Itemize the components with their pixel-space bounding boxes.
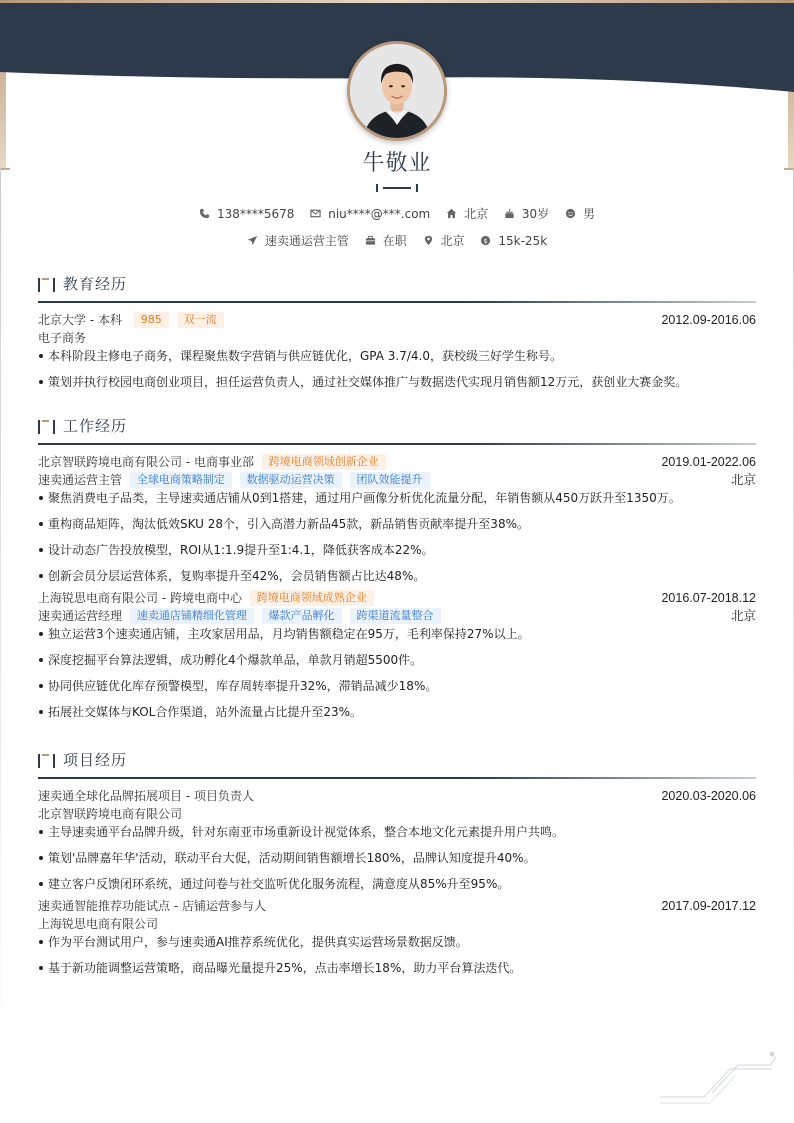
phone-icon <box>199 208 210 219</box>
education-entry <box>38 311 756 399</box>
major: 电子商务 <box>38 331 87 345</box>
job-company: 北京智联跨境电商有限公司 - 电商事业部 <box>38 455 254 469</box>
avatar <box>347 41 447 141</box>
job-entry <box>38 589 756 729</box>
home-icon <box>446 208 457 219</box>
role-tag: 数据驱动运营决策 <box>240 472 342 488</box>
project-entry <box>38 787 756 893</box>
project-entry <box>38 897 756 985</box>
contact-info-row <box>0 205 794 222</box>
job-bullet: 独立运营3个速卖通店铺，主攻家居用品，月均销售额稳定在95万，毛利率保持27%以上。 <box>38 625 756 651</box>
project-bullet: 基于新功能调整运营策略，商品曝光量提升25%，点击率增长18%，助力平台算法迭代。 <box>38 959 756 985</box>
school-degree: 北京大学 - 本科 <box>38 313 122 327</box>
role-tag: 团队效能提升 <box>350 472 430 488</box>
city-text: 北京 <box>464 207 489 221</box>
education-bullet: 本科阶段主修电子商务，课程聚焦数字营销与供应链优化，GPA 3.7/4.0，获校级三好学生称号。 <box>38 347 756 373</box>
section-divider <box>38 301 756 303</box>
work-section <box>38 414 756 729</box>
company-tag: 跨境电商领域创新企业 <box>262 454 386 470</box>
school-tag: 双一流 <box>177 312 224 328</box>
role-tag: 速卖通店铺精细化管理 <box>130 608 254 624</box>
job-location: 北京 <box>730 473 756 487</box>
job-bullet: 重构商品矩阵，淘汰低效SKU 28个，引入高潜力新品45款，新品销售贡献率提升至38%。 <box>38 515 756 541</box>
role-tag: 全球电商策略制定 <box>130 472 232 488</box>
portrait-image <box>350 44 444 138</box>
job-date: 2016.07-2018.12 <box>661 591 756 605</box>
target-position-text: 速卖通运营主管 <box>264 234 349 248</box>
projects-header <box>38 748 756 772</box>
email-text: niu****@***.com <box>328 206 431 221</box>
project-name-role: 速卖通智能推荐功能试点 - 店铺运营参与人 <box>38 899 266 913</box>
smile-icon <box>565 208 576 219</box>
projects-title: 项目经历 <box>63 751 128 769</box>
candidate-name: 牛敬业 <box>362 151 432 176</box>
cake-icon <box>504 208 515 219</box>
corner-decoration <box>656 1049 776 1105</box>
job-location: 北京 <box>730 609 756 623</box>
job-bullet: 聚焦消费电子品类，主导速卖通店铺从0到1搭建，通过用户画像分析优化流量分配，年销售额从450万跃升至1350万。 <box>38 489 756 515</box>
project-bullet: 主导速卖通平台品牌升级，针对东南亚市场重新设计视觉体系，整合本地文化元素提升用户共鸣。 <box>38 823 756 849</box>
target-city-item <box>423 232 465 249</box>
project-company: 上海锐思电商有限公司 <box>38 917 159 931</box>
work-header <box>38 414 756 438</box>
projects-section <box>38 748 756 985</box>
age-text: 30岁 <box>521 207 550 221</box>
status-text: 在职 <box>382 234 407 248</box>
section-divider <box>38 443 756 445</box>
project-bullet: 作为平台测试用户，参与速卖通AI推荐系统优化，提供真实运营场景数据反馈。 <box>38 933 756 959</box>
education-header <box>38 272 756 296</box>
project-bullet: 建立客户反馈闭环系统，通过问卷与社交监听优化服务流程，满意度从85%升至95%。 <box>38 875 756 893</box>
job-entry <box>38 453 756 585</box>
job-bullet: 设计动态广告投放模型，ROI从1:1.9提升至1:4.1，降低获客成本22%。 <box>38 541 756 567</box>
company-tag: 跨境电商领域成熟企业 <box>250 590 374 606</box>
project-date: 2020.03-2020.06 <box>661 789 756 803</box>
job-bullet: 深度挖掘平台算法逻辑，成功孵化4个爆款单品，单款月销超5500件。 <box>38 651 756 677</box>
project-bullet: 策划'品牌嘉年华'活动，联动平台大促，活动期间销售额增长180%，品牌认知度提升40%。 <box>38 849 756 875</box>
education-section <box>38 272 756 399</box>
name-ornament-divider <box>375 182 419 194</box>
money-icon <box>480 235 491 246</box>
phone-text: 138****5678 <box>216 206 295 221</box>
age-item <box>504 205 549 222</box>
work-title: 工作经历 <box>63 417 128 435</box>
job-company: 上海锐思电商有限公司 - 跨境电商中心 <box>38 591 242 605</box>
phone-item <box>199 207 294 221</box>
section-mark-icon <box>38 278 56 292</box>
education-title: 教育经历 <box>63 275 128 293</box>
location-pin-icon <box>423 235 434 246</box>
section-mark-icon <box>38 754 56 768</box>
job-date: 2019.01-2022.06 <box>661 455 756 469</box>
salary-text: 15k-25k <box>498 233 548 248</box>
section-divider <box>38 777 756 779</box>
job-intention-row <box>0 232 794 249</box>
job-role: 速卖通运营主管 <box>38 473 123 487</box>
school-tag: 985 <box>134 312 169 328</box>
svg-text:$: $ <box>483 236 488 245</box>
section-mark-icon <box>38 420 56 434</box>
target-position-item <box>247 232 349 249</box>
salary-item <box>480 234 547 248</box>
left-border-line <box>0 168 1 1083</box>
project-company: 北京智联跨境电商有限公司 <box>38 807 183 821</box>
role-tag: 爆款产品孵化 <box>262 608 342 624</box>
gender-item <box>565 205 595 222</box>
job-bullet: 创新会员分层运营体系，复购率提升至42%，会员销售额占比达48%。 <box>38 567 756 585</box>
project-name-role: 速卖通全球化品牌拓展项目 - 项目负责人 <box>38 789 254 803</box>
role-tag: 跨渠道流量整合 <box>350 608 441 624</box>
job-bullet: 拓展社交媒体与KOL合作渠道，站外流量占比提升至23%。 <box>38 703 756 729</box>
mail-icon <box>310 208 321 219</box>
job-role: 速卖通运营经理 <box>38 609 123 623</box>
job-bullet: 协同供应链优化库存预警模型，库存周转率提升32%，滞销品减少18%。 <box>38 677 756 703</box>
send-icon <box>247 235 258 246</box>
education-date: 2012.09-2016.06 <box>661 313 756 327</box>
gender-text: 男 <box>583 207 596 221</box>
target-city-text: 北京 <box>440 234 465 248</box>
email-item <box>310 207 430 221</box>
status-item <box>365 232 407 249</box>
education-bullet: 策划并执行校园电商创业项目，担任运营负责人，通过社交媒体推广与数据迭代实现月销售额12万元，获创业大赛金奖。 <box>38 373 756 399</box>
city-item <box>446 205 488 222</box>
project-date: 2017.09-2017.12 <box>661 899 756 913</box>
briefcase-icon <box>365 235 376 246</box>
